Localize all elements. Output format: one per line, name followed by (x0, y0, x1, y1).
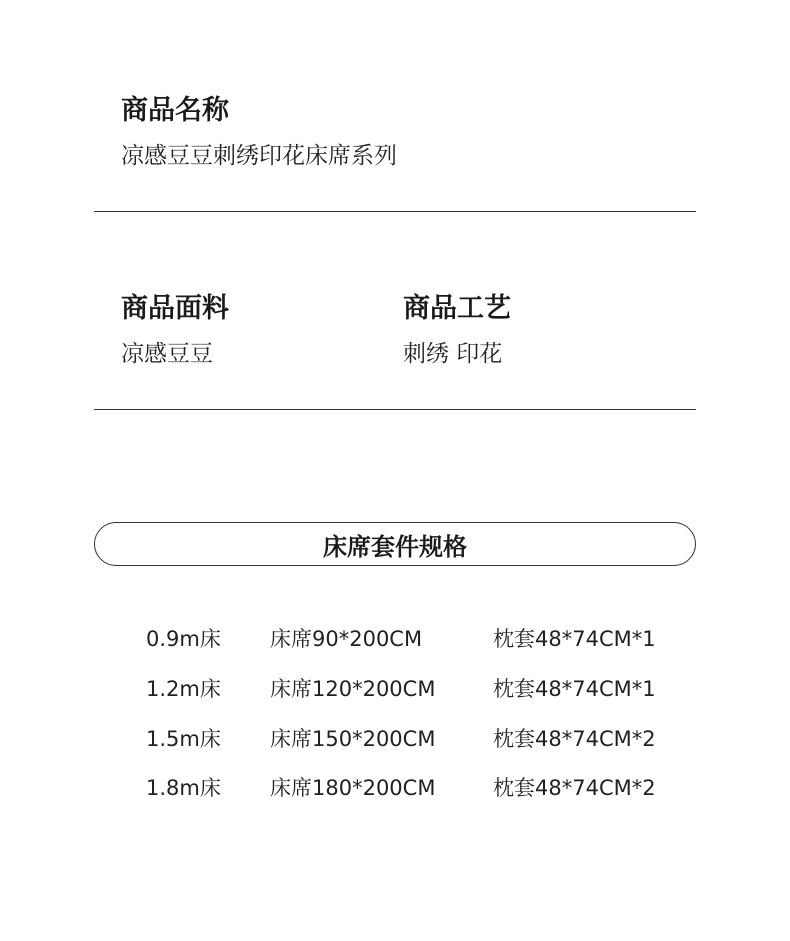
spec-section-title: 床席套件规格 (323, 532, 467, 561)
material-value: 凉感豆豆 (121, 341, 213, 367)
divider-middle (94, 409, 696, 410)
spec-mat-size: 床席150*200CM (270, 727, 436, 751)
spec-row (0, 724, 790, 754)
spec-bed-size: 1.2m床 (146, 677, 221, 701)
spec-pillowcase-size: 枕套48*74CM*2 (493, 727, 656, 751)
material-label: 商品面料 (121, 293, 229, 324)
divider-top (94, 211, 696, 212)
spec-section-header (94, 522, 696, 566)
craft-label: 商品工艺 (403, 293, 511, 324)
product-name-label: 商品名称 (121, 95, 229, 126)
product-name-value: 凉感豆豆刺绣印花床席系列 (121, 143, 397, 169)
spec-bed-size: 1.8m床 (146, 776, 221, 800)
spec-row (0, 773, 790, 803)
spec-bed-size: 1.5m床 (146, 727, 221, 751)
spec-row (0, 624, 790, 654)
craft-value: 刺绣 印花 (403, 341, 503, 367)
spec-mat-size: 床席90*200CM (270, 627, 423, 651)
spec-bed-size: 0.9m床 (146, 627, 221, 651)
spec-row (0, 674, 790, 704)
spec-mat-size: 床席180*200CM (270, 776, 436, 800)
spec-mat-size: 床席120*200CM (270, 677, 436, 701)
spec-pillowcase-size: 枕套48*74CM*1 (493, 677, 656, 701)
spec-pillowcase-size: 枕套48*74CM*1 (493, 627, 656, 651)
spec-pillowcase-size: 枕套48*74CM*2 (493, 776, 656, 800)
